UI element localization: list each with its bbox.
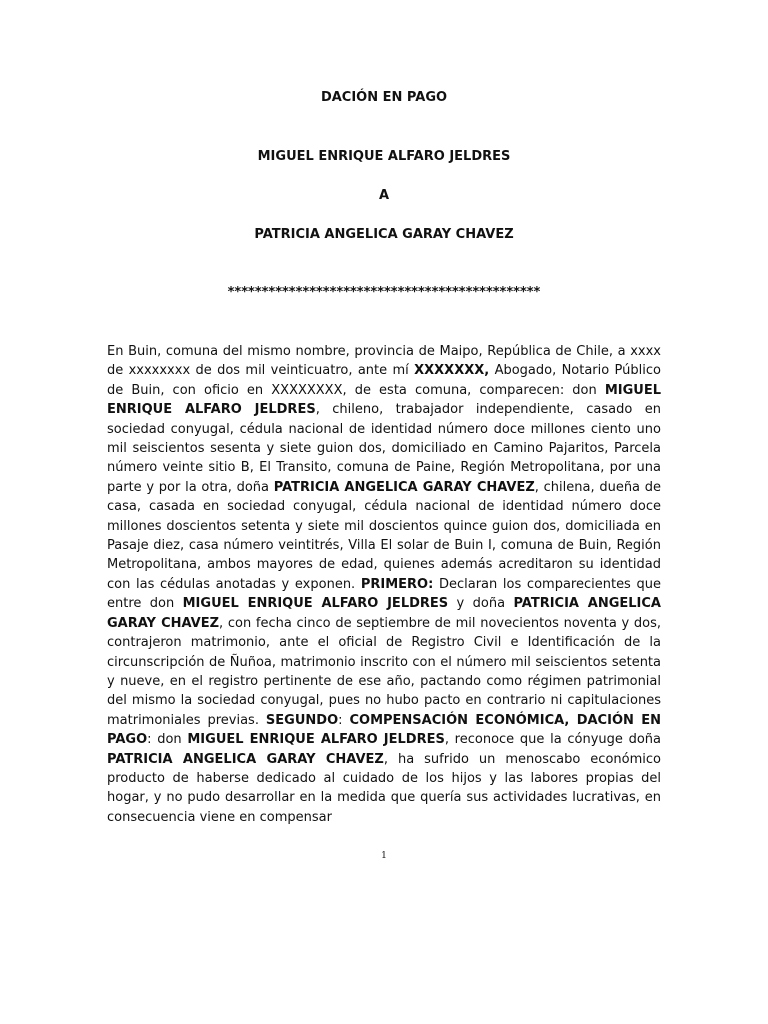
clause-heading-segundo: SEGUNDO [265, 712, 339, 728]
connector-a: A [378, 188, 390, 203]
page-number: 1 [381, 851, 387, 861]
document-title: DACIÓN EN PAGO [320, 90, 448, 105]
body-text-run: , ha sufrido un menoscabo económico producto de haberse dedicado al cuidado de los hijos y las labores propias del hogar, y no pudo desarrollar en la medida que quería sus actividades lucrativas, en consecuencia viene en compensar [107, 751, 661, 825]
body-text-run: Declaran los comparecientes que entre don [107, 576, 661, 612]
body-text-run: : [338, 712, 350, 728]
notary-name-placeholder: XXXXXXX, [414, 363, 490, 379]
party-name-bold: PATRICIA ANGELICA GARAY CHAVEZ [273, 479, 535, 495]
party-two-name: PATRICIA ANGELICA GARAY CHAVEZ [254, 227, 514, 242]
party-one-name: MIGUEL ENRIQUE ALFARO JELDRES [257, 149, 511, 164]
party-name-bold: MIGUEL ENRIQUE ALFARO JELDRES [182, 596, 449, 612]
separator-line: ********************************************** [227, 285, 541, 300]
clause-heading-primero: PRIMERO: [360, 576, 434, 592]
clause-title-compensacion: COMPENSACIÓN ECONÓMICA, DACIÓN EN PAGO [107, 712, 661, 748]
body-text-run: Abogado, Notario Público de Buin, con oficio en XXXXXXXX, de esta comuna, comparecen: don [107, 363, 661, 398]
party-name-bold: MIGUEL ENRIQUE ALFARO JELDRES [187, 732, 445, 748]
body-text-run: , chileno, trabajador independiente, casado en sociedad conyugal, cédula nacional de identidad número doce millones ciento uno mil seiscientos sesenta y siete guion dos, domiciliado en Camino Pajaritos, Parcela número veinte sitio B, El Transito, comuna de Paine, Región Metropolitana, por una parte y por la otra, doña [107, 402, 661, 495]
body-text-run: , reconoce que la cónyuge doña [444, 732, 662, 748]
body-text-run: y doña [448, 596, 514, 612]
body-text-run: En Buin, comuna del mismo nombre, provincia de Maipo, República de Chile, a xxxx de xxxxxxxx de dos mil veinticuatro, ante mí [107, 344, 661, 379]
body-paragraph [107, 342, 661, 827]
party-name-bold: MIGUEL ENRIQUE ALFARO JELDRES [107, 382, 661, 418]
party-name-bold: PATRICIA ANGELICA GARAY CHAVEZ [107, 596, 661, 631]
body-text-run: , con fecha cinco de septiembre de mil novecientos noventa y dos, contrajeron matrimonio, ante el oficial de Registro Civil e Identificación de la circunscripción de Ñuñoa, matrimonio inscrito con el número mil seiscientos setenta y nueve, en el registro pertinente de ese año, pactando como régimen patrimonial del mismo la sociedad conyugal, pues no hubo pacto en contrario ni capitulaciones matrimoniales previas. [107, 615, 661, 728]
party-name-bold: PATRICIA ANGELICA GARAY CHAVEZ [107, 751, 384, 767]
body-text-run: , chilena, dueña de casa, casada en sociedad conyugal, cédula nacional de identidad número doce millones doscientos setenta y siete mil doscientos quince guion dos, domiciliada en Pasaje diez, casa número veintitrés, Villa El solar de Buin I, comuna de Buin, Región Metropolitana, ambos mayores de edad, quienes además acreditaron su identidad con las cédulas anotadas y exponen. [107, 479, 661, 592]
body-text-run: : don [147, 732, 188, 748]
